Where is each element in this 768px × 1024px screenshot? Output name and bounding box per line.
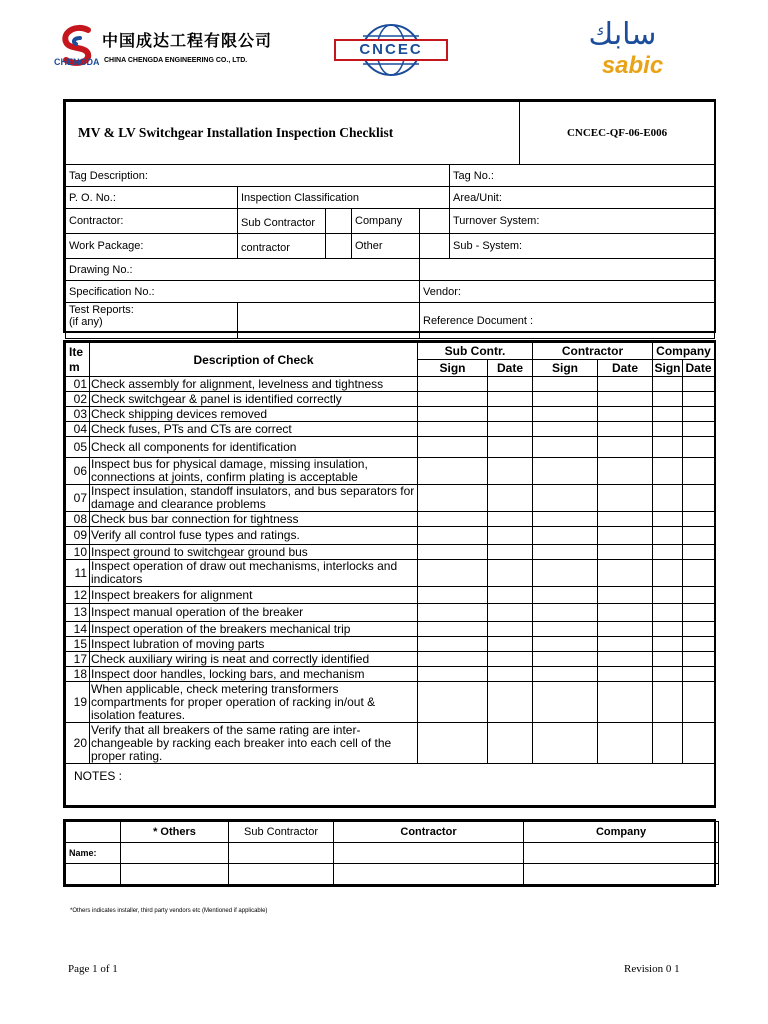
contractor-date-cell[interactable] xyxy=(598,604,653,622)
contractor-sign-cell[interactable] xyxy=(533,667,598,682)
contractor-sign-header: Sign xyxy=(533,360,598,377)
sub-contr-date-cell[interactable] xyxy=(488,723,533,764)
checklist-row xyxy=(66,485,715,512)
company-date-cell[interactable] xyxy=(683,512,715,527)
company-sign-cell[interactable] xyxy=(653,512,683,527)
item-number: 12 xyxy=(66,587,90,604)
item-number: 04 xyxy=(66,422,90,437)
item-number: 15 xyxy=(66,637,90,652)
item-number: 01 xyxy=(66,377,90,392)
checklist-row xyxy=(66,527,715,545)
others-name-field[interactable] xyxy=(121,843,229,864)
contractor-date-cell[interactable] xyxy=(598,622,653,637)
check-description: Inspect ground to switchgear ground bus xyxy=(90,545,418,560)
sabic-latin-wordmark: sabic xyxy=(601,52,664,79)
sub-contr-sign-cell[interactable] xyxy=(418,392,488,407)
company-option: Company xyxy=(352,209,420,234)
reference-document-label: Reference Document : xyxy=(420,303,715,339)
contractor-date-cell[interactable] xyxy=(598,545,653,560)
company-sign-cell[interactable] xyxy=(653,392,683,407)
checklist-row xyxy=(66,437,715,458)
page-number: Page 1 of 1 xyxy=(68,963,118,975)
contractor-sign-field[interactable] xyxy=(334,864,524,885)
sub-contr-date-cell[interactable] xyxy=(488,652,533,667)
sub-contr-date-cell[interactable] xyxy=(488,667,533,682)
sub-contr-date-cell[interactable] xyxy=(488,485,533,512)
sabic-arabic-wordmark: سابك xyxy=(588,17,657,52)
others-header: * Others xyxy=(121,822,229,843)
contractor-date-cell[interactable] xyxy=(598,587,653,604)
sub-contr-sign-cell[interactable] xyxy=(418,652,488,667)
chengda-short-name: CHENGDA xyxy=(54,57,100,67)
sub-contr-sign-cell[interactable] xyxy=(418,527,488,545)
sub-contr-date-cell[interactable] xyxy=(488,512,533,527)
contractor-sign-cell[interactable] xyxy=(533,377,598,392)
company-sign-cell[interactable] xyxy=(653,527,683,545)
contractor-date-cell[interactable] xyxy=(598,512,653,527)
sub-contr-sign-cell[interactable] xyxy=(418,637,488,652)
contractor-sign-cell[interactable] xyxy=(533,392,598,407)
check-description: Check all components for identification xyxy=(90,437,418,458)
company-sign-cell[interactable] xyxy=(653,682,683,723)
drawing-no-field[interactable] xyxy=(420,259,715,281)
header-info-block xyxy=(63,99,716,333)
sub-contr-date-cell[interactable] xyxy=(488,604,533,622)
company-sign-field[interactable] xyxy=(524,864,719,885)
sub-contr-sign-cell[interactable] xyxy=(418,560,488,587)
revision-label: Revision 0 1 xyxy=(624,963,680,975)
company-checkbox[interactable] xyxy=(420,209,450,234)
sub-contr-sign-cell[interactable] xyxy=(418,604,488,622)
company-name-field[interactable] xyxy=(524,843,719,864)
contractor-sign-cell[interactable] xyxy=(533,407,598,422)
check-description: Check bus bar connection for tightness xyxy=(90,512,418,527)
item-number: 18 xyxy=(66,667,90,682)
sub-contr-sign-cell[interactable] xyxy=(418,622,488,637)
if-any-text: (if any) xyxy=(69,316,103,328)
company-sign-cell[interactable] xyxy=(653,377,683,392)
item-number: 07 xyxy=(66,485,90,512)
check-description: Inspect breakers for alignment xyxy=(90,587,418,604)
sub-contr-sign-cell[interactable] xyxy=(418,723,488,764)
sub-contractor-checkbox[interactable] xyxy=(326,209,352,234)
drawing-no-label: Drawing No.: xyxy=(66,259,420,281)
sub-contr-date-cell[interactable] xyxy=(488,422,533,437)
contractor-sign-cell[interactable] xyxy=(533,604,598,622)
vendor-label: Vendor: xyxy=(420,281,715,303)
company-date-cell[interactable] xyxy=(683,377,715,392)
others-sign-field[interactable] xyxy=(121,864,229,885)
company-date-cell[interactable] xyxy=(683,723,715,764)
contractor-date-cell[interactable] xyxy=(598,667,653,682)
company-sign-header: Sign xyxy=(654,361,681,375)
sub-contr-sign-header: Sign xyxy=(418,360,488,377)
contractor-sign-cell[interactable] xyxy=(533,458,598,485)
company-sign-cell[interactable] xyxy=(653,587,683,604)
contractor-sign-cell[interactable] xyxy=(533,527,598,545)
company-header: Company xyxy=(653,343,715,360)
item-number: 14 xyxy=(66,622,90,637)
check-description: Check shipping devices removed xyxy=(90,407,418,422)
checklist-row xyxy=(66,512,715,527)
contractor-sign-cell[interactable] xyxy=(533,485,598,512)
sub-contr-sign-cell[interactable] xyxy=(418,458,488,485)
sub-contr-date-cell[interactable] xyxy=(488,560,533,587)
checklist-row xyxy=(66,560,715,587)
checklist-row xyxy=(66,407,715,422)
item-number: 09 xyxy=(66,527,90,545)
chengda-full-name: CHINA CHENGDA ENGINEERING CO., LTD. xyxy=(104,57,248,64)
test-reports-label xyxy=(66,303,238,339)
test-reports-field[interactable] xyxy=(238,303,420,339)
contractor-checkbox[interactable] xyxy=(326,234,352,259)
company-date-cell[interactable] xyxy=(683,682,715,723)
company-date-cell[interactable] xyxy=(683,458,715,485)
other-option: Other xyxy=(352,234,420,259)
check-description: Inspect operation of draw out mechanisms, interlocks and indicators xyxy=(90,560,418,587)
checklist-row xyxy=(66,667,715,682)
contractor-date-cell[interactable] xyxy=(598,637,653,652)
contractor-date-cell[interactable] xyxy=(598,377,653,392)
chengda-chinese-name: 中国成达工程有限公司 xyxy=(102,33,273,50)
contractor-date-cell[interactable] xyxy=(598,407,653,422)
check-description: Inspect lubration of moving parts xyxy=(90,637,418,652)
work-package-label: Work Package: xyxy=(66,234,238,259)
sub-contr-date-cell[interactable] xyxy=(488,527,533,545)
sub-contr-sign-cell[interactable] xyxy=(418,485,488,512)
sub-contr-sign-cell[interactable] xyxy=(418,377,488,392)
item-number: 08 xyxy=(66,512,90,527)
contractor-sign-cell[interactable] xyxy=(533,622,598,637)
check-description: Check auxiliary wiring is neat and correctly identified xyxy=(90,652,418,667)
contractor-option: contractor xyxy=(238,234,326,259)
company-date-cell[interactable] xyxy=(683,422,715,437)
sub-contr-date-cell[interactable] xyxy=(488,622,533,637)
item-number: 20 xyxy=(66,723,90,764)
company-sign-cell[interactable] xyxy=(653,422,683,437)
checklist-row xyxy=(66,622,715,637)
item-number: 02 xyxy=(66,392,90,407)
checklist-row xyxy=(66,392,715,407)
item-number: 13 xyxy=(66,604,90,622)
company-sign-cell[interactable] xyxy=(653,604,683,622)
check-description: Inspect insulation, standoff insulators, and bus separators for damage and clearance problems xyxy=(90,485,418,512)
company-date-cell[interactable] xyxy=(683,667,715,682)
item-number: 03 xyxy=(66,407,90,422)
checklist-row xyxy=(66,587,715,604)
signoff-blank-corner xyxy=(66,822,121,843)
company-date-cell[interactable] xyxy=(683,652,715,667)
sub-contr-sign-cell[interactable] xyxy=(418,407,488,422)
name-label: Name: xyxy=(66,843,121,864)
po-no-label: P. O. No.: xyxy=(66,187,238,209)
sub-contr-sign-cell[interactable] xyxy=(418,682,488,723)
item-header-line2: m xyxy=(69,359,80,374)
contractor-sign-cell[interactable] xyxy=(533,682,598,723)
checklist-row xyxy=(66,637,715,652)
checklist-row xyxy=(66,545,715,560)
sign-row-label xyxy=(66,864,121,885)
sub-contr-sign-cell[interactable] xyxy=(418,587,488,604)
contractor-date-cell[interactable] xyxy=(598,458,653,485)
company-date-cell[interactable] xyxy=(683,622,715,637)
company-sign-cell[interactable] xyxy=(653,652,683,667)
item-column-header xyxy=(66,343,90,377)
check-description: Verify that all breakers of the same rating are inter-changeable by racking each breaker into each cell of the proper rating. xyxy=(90,723,418,764)
checklist-row xyxy=(66,682,715,723)
company-sign-cell[interactable] xyxy=(653,637,683,652)
sub-contr-sign-cell[interactable] xyxy=(418,667,488,682)
contractor-sign-cell[interactable] xyxy=(533,512,598,527)
contractor-sign-cell[interactable] xyxy=(533,723,598,764)
cncec-wordmark: CNCEC xyxy=(359,41,423,58)
company-date-cell[interactable] xyxy=(683,485,715,512)
company-date-cell[interactable] xyxy=(683,587,715,604)
company-sign-cell[interactable] xyxy=(653,667,683,682)
company-date-cell[interactable] xyxy=(683,560,715,587)
company-date-cell[interactable] xyxy=(683,392,715,407)
sub-contractor-name-field[interactable] xyxy=(229,843,334,864)
company-sign-cell[interactable] xyxy=(653,485,683,512)
checklist-row xyxy=(66,377,715,392)
page-title: MV & LV Switchgear Installation Inspection Checklist xyxy=(66,102,520,165)
sub-contr-date-cell[interactable] xyxy=(488,407,533,422)
item-number: 19 xyxy=(66,682,90,723)
inspection-classification-label: Inspection Classification xyxy=(238,187,450,209)
sub-contr-date-cell[interactable] xyxy=(488,458,533,485)
item-number: 05 xyxy=(66,437,90,458)
company-date-header: Date xyxy=(683,360,715,377)
sub-contractor-header: Sub Contractor xyxy=(229,822,334,843)
check-description: Verify all control fuse types and ratings. xyxy=(90,527,418,545)
contractor-date-cell[interactable] xyxy=(598,682,653,723)
sub-contr-sign-cell[interactable] xyxy=(418,422,488,437)
contractor-date-cell[interactable] xyxy=(598,652,653,667)
checklist-row xyxy=(66,604,715,622)
contractor-date-cell[interactable] xyxy=(598,527,653,545)
checklist-row xyxy=(66,652,715,667)
description-column-header: Description of Check xyxy=(90,343,418,377)
check-description: Inspect operation of the breakers mechanical trip xyxy=(90,622,418,637)
chengda-logo xyxy=(54,22,273,72)
sub-contr-sign-cell[interactable] xyxy=(418,512,488,527)
company-sign-cell[interactable] xyxy=(653,723,683,764)
contractor-date-cell[interactable] xyxy=(598,723,653,764)
company-date-cell[interactable] xyxy=(683,604,715,622)
company-sign-cell[interactable] xyxy=(653,407,683,422)
company-date-cell[interactable] xyxy=(683,407,715,422)
company-sign-cell[interactable] xyxy=(653,622,683,637)
notes-field[interactable]: NOTES : xyxy=(66,764,715,806)
sub-contr-sign-cell[interactable] xyxy=(418,545,488,560)
company-sign-cell[interactable] xyxy=(653,545,683,560)
sub-contr-sign-cell[interactable] xyxy=(418,437,488,458)
check-description: When applicable, check metering transformers compartments for proper operation of racking in/out & isolation features. xyxy=(90,682,418,723)
checklist-row xyxy=(66,723,715,764)
contractor-sign-cell[interactable] xyxy=(533,422,598,437)
check-description: Inspect bus for physical damage, missing insulation, connections at joints, confirm plating is acceptable xyxy=(90,458,418,485)
contractor-date-cell[interactable] xyxy=(598,437,653,458)
contractor-sign-cell[interactable] xyxy=(533,437,598,458)
contractor-label: Contractor: xyxy=(66,209,238,234)
sub-contractor-sign-field[interactable] xyxy=(229,864,334,885)
company-sign-cell[interactable] xyxy=(653,437,683,458)
sub-contr-date-cell[interactable] xyxy=(488,637,533,652)
contractor-date-header: Date xyxy=(598,360,653,377)
item-number: 10 xyxy=(66,545,90,560)
check-description: Check assembly for alignment, levelness and tightness xyxy=(90,377,418,392)
check-description: Inspect door handles, locking bars, and mechanism xyxy=(90,667,418,682)
sub-contr-header: Sub Contr. xyxy=(418,343,533,360)
checklist-row xyxy=(66,422,715,437)
company-date-cell[interactable] xyxy=(683,545,715,560)
contractor-sign-cell[interactable] xyxy=(533,637,598,652)
checklist-rows xyxy=(66,377,715,764)
sub-contr-date-cell[interactable] xyxy=(488,392,533,407)
company-date-cell[interactable] xyxy=(683,437,715,458)
tag-no-label: Tag No.: xyxy=(450,165,715,187)
sub-contractor-option: Sub Contractor xyxy=(238,209,326,234)
other-checkbox[interactable] xyxy=(420,234,450,259)
contractor-signoff-header: Contractor xyxy=(334,822,524,843)
item-number: 06 xyxy=(66,458,90,485)
contractor-header: Contractor xyxy=(533,343,653,360)
signoff-table xyxy=(63,819,716,887)
tag-description-label: Tag Description: xyxy=(66,165,450,187)
sub-contr-date-cell[interactable] xyxy=(488,437,533,458)
contractor-sign-cell[interactable] xyxy=(533,587,598,604)
check-description: Check fuses, PTs and CTs are correct xyxy=(90,422,418,437)
checklist-table xyxy=(63,340,716,808)
company-date-cell[interactable] xyxy=(683,527,715,545)
sub-contr-date-cell[interactable] xyxy=(488,545,533,560)
sub-system-label: Sub - System: xyxy=(450,234,715,259)
check-description: Check switchgear & panel is identified correctly xyxy=(90,392,418,407)
contractor-name-field[interactable] xyxy=(334,843,524,864)
cncec-logo xyxy=(333,24,449,76)
sub-contr-date-cell[interactable] xyxy=(488,682,533,723)
contractor-sign-cell[interactable] xyxy=(533,652,598,667)
contractor-sign-cell[interactable] xyxy=(533,545,598,560)
sub-contr-date-cell[interactable] xyxy=(488,377,533,392)
contractor-sign-cell[interactable] xyxy=(533,560,598,587)
sub-contr-date-header: Date xyxy=(488,360,533,377)
contractor-date-cell[interactable] xyxy=(598,560,653,587)
test-reports-text: Test Reports: xyxy=(69,304,134,316)
specification-no-label: Specification No.: xyxy=(66,281,420,303)
company-date-cell[interactable] xyxy=(683,637,715,652)
item-header-line1: Ite xyxy=(69,344,84,359)
item-number: 17 xyxy=(66,652,90,667)
footnote: *Others indicates installer, third party vendors etc (Mentioned if applicable) xyxy=(70,908,268,914)
company-signoff-header: Company xyxy=(524,822,719,843)
company-sign-cell[interactable] xyxy=(653,458,683,485)
area-unit-label: Area/Unit: xyxy=(450,187,715,209)
company-sign-cell[interactable] xyxy=(653,560,683,587)
sub-contr-date-cell[interactable] xyxy=(488,587,533,604)
contractor-date-cell[interactable] xyxy=(598,422,653,437)
item-number: 11 xyxy=(66,560,90,587)
document-code: CNCEC-QF-06-E006 xyxy=(520,102,715,165)
contractor-date-cell[interactable] xyxy=(598,485,653,512)
sabic-logo xyxy=(560,18,685,83)
contractor-date-cell[interactable] xyxy=(598,392,653,407)
checklist-row xyxy=(66,458,715,485)
turnover-system-label: Turnover System: xyxy=(450,209,715,234)
check-description: Inspect manual operation of the breaker xyxy=(90,604,418,622)
